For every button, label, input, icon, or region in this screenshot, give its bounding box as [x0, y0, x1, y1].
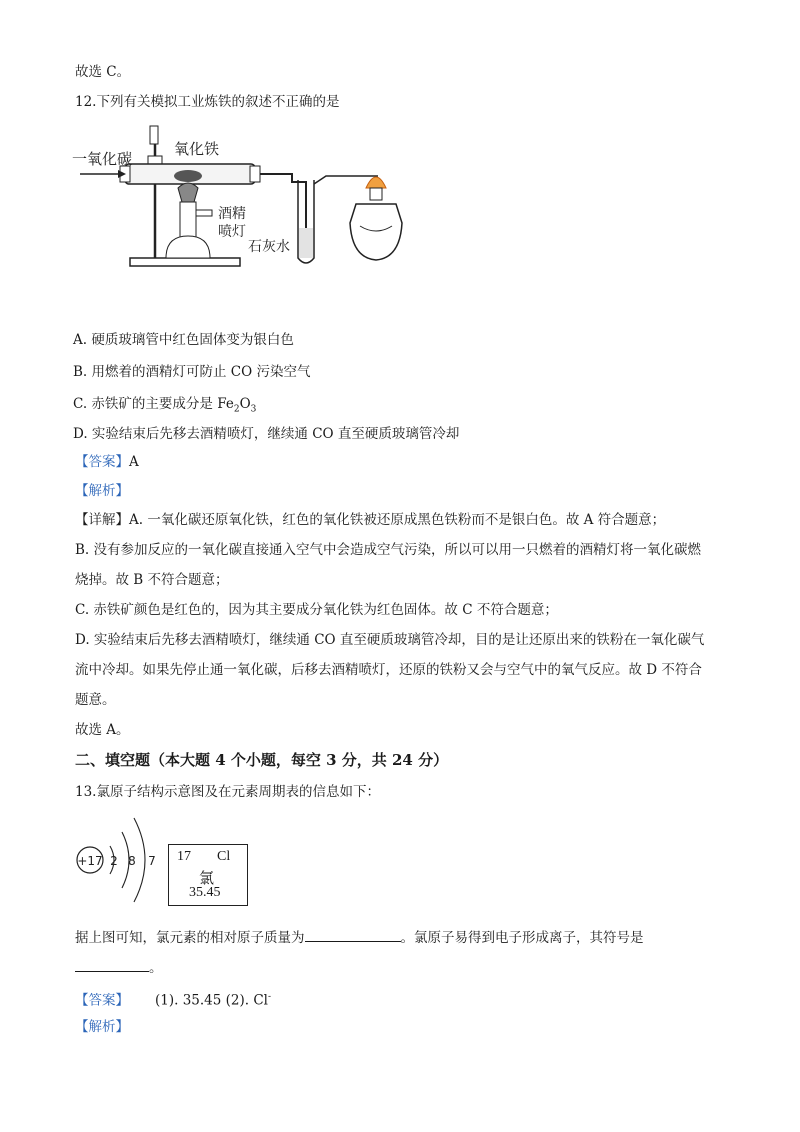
q12-detail-line-7: 题意。 — [75, 692, 116, 708]
label-lamp-line2: 喷灯 — [218, 224, 246, 240]
q13-fill-line — [75, 927, 644, 948]
q12-detail-line-4: C. 赤铁矿颜色是红色的，因为其主要成分氧化铁为红色固体。故 C 不符合题意； — [75, 602, 558, 618]
answer-value: A — [129, 454, 139, 470]
shell-2-electrons: 8 — [128, 854, 136, 868]
answer-label: 【答案】 — [75, 454, 129, 470]
q13-answer-label: 【答案】 — [75, 992, 129, 1009]
q12-detail-line-6: 流中冷却。如果先停止通一氧化碳，后移去酒精喷灯，还原的铁粉又会与空气中的氧气反应。故 D 不符合 — [75, 662, 702, 678]
periodic-table-cell — [168, 844, 248, 906]
fill-end: 。 — [149, 960, 163, 976]
detail-label: 【详解】 — [75, 512, 129, 528]
chlorine-atom-structure-diagram — [72, 810, 172, 910]
relative-atomic-mass: 35.45 — [189, 885, 221, 900]
q12-detail-line-3: 烧掉。故 B 不符合题意； — [75, 572, 229, 588]
q13-answer — [75, 987, 271, 1011]
q12-detail-line-1 — [75, 510, 665, 530]
fill-text-2: 。氯原子易得到电子形成离子，其符号是 — [400, 930, 644, 946]
option-d: D. 实验结束后先移去酒精喷灯，继续通 CO 直至硬质玻璃管冷却 — [73, 426, 460, 442]
label-iron-oxide: 氧化铁 — [174, 140, 220, 158]
q13-fill-line-2 — [75, 957, 163, 978]
question-13-stem: 13.氯原子结构示意图及在元素周期表的信息如下： — [75, 784, 380, 800]
q13-answer-text: (1). 35.45 (2). Cl — [155, 992, 268, 1009]
option-a: A. 硬质玻璃管中红色固体变为银白色 — [73, 332, 294, 348]
blank-1[interactable] — [305, 927, 401, 942]
option-c-text: C. 赤铁矿的主要成分是 Fe — [73, 396, 234, 412]
detail-text-a: A. 一氧化碳还原氧化铁，红色的氧化铁被还原成黑色铁粉而不是银白色。故 A 符合题意； — [129, 512, 666, 528]
element-name: 氯 — [199, 871, 215, 887]
option-c — [73, 394, 256, 420]
q13-answer-superscript: - — [268, 992, 272, 1002]
section-2-title: 二、填空题（本大题 4 个小题，每空 3 分，共 24 分） — [75, 751, 449, 769]
option-c-oxygen: O — [239, 396, 251, 412]
previous-answer-conclusion: 故选 C。 — [75, 64, 131, 80]
atomic-number: 17 — [177, 849, 191, 864]
label-limewater: 石灰水 — [248, 239, 290, 255]
label-lamp-line1: 酒精 — [218, 206, 246, 222]
q12-detail-line-2: B. 没有参加反应的一氧化碳直接通入空气中会造成空气污染，所以可以用一只燃着的酒精灯将一氧化碳燃 — [75, 542, 702, 558]
question-12-stem: 12.下列有关模拟工业炼铁的叙述不正确的是 — [75, 94, 340, 110]
q12-final-answer: 故选 A。 — [75, 722, 130, 738]
q12-answer — [75, 452, 139, 472]
q12-analysis-label: 【解析】 — [75, 483, 129, 499]
nucleus-charge: +17 — [77, 854, 103, 868]
iron-smelting-apparatus-figure — [70, 118, 420, 278]
q12-detail-line-5: D. 实验结束后先移去酒精喷灯，继续通 CO 直至硬质玻璃管冷却，目的是让还原出来的铁粉在一氧化碳气 — [75, 632, 705, 648]
option-c-subscript-2: 2 — [233, 404, 240, 415]
label-carbon-monoxide: 一氧化碳 — [72, 150, 133, 168]
shell-3-electrons: 7 — [148, 854, 156, 868]
option-b: B. 用燃着的酒精灯可防止 CO 污染空气 — [73, 364, 311, 380]
option-c-subscript-3: 3 — [250, 404, 257, 415]
shell-1-electrons: 2 — [110, 854, 118, 868]
q13-analysis-label: 【解析】 — [75, 1019, 129, 1035]
element-symbol: Cl — [217, 849, 231, 864]
fill-text-1: 据上图可知，氯元素的相对原子质量为 — [75, 930, 305, 946]
blank-2[interactable] — [75, 957, 149, 972]
